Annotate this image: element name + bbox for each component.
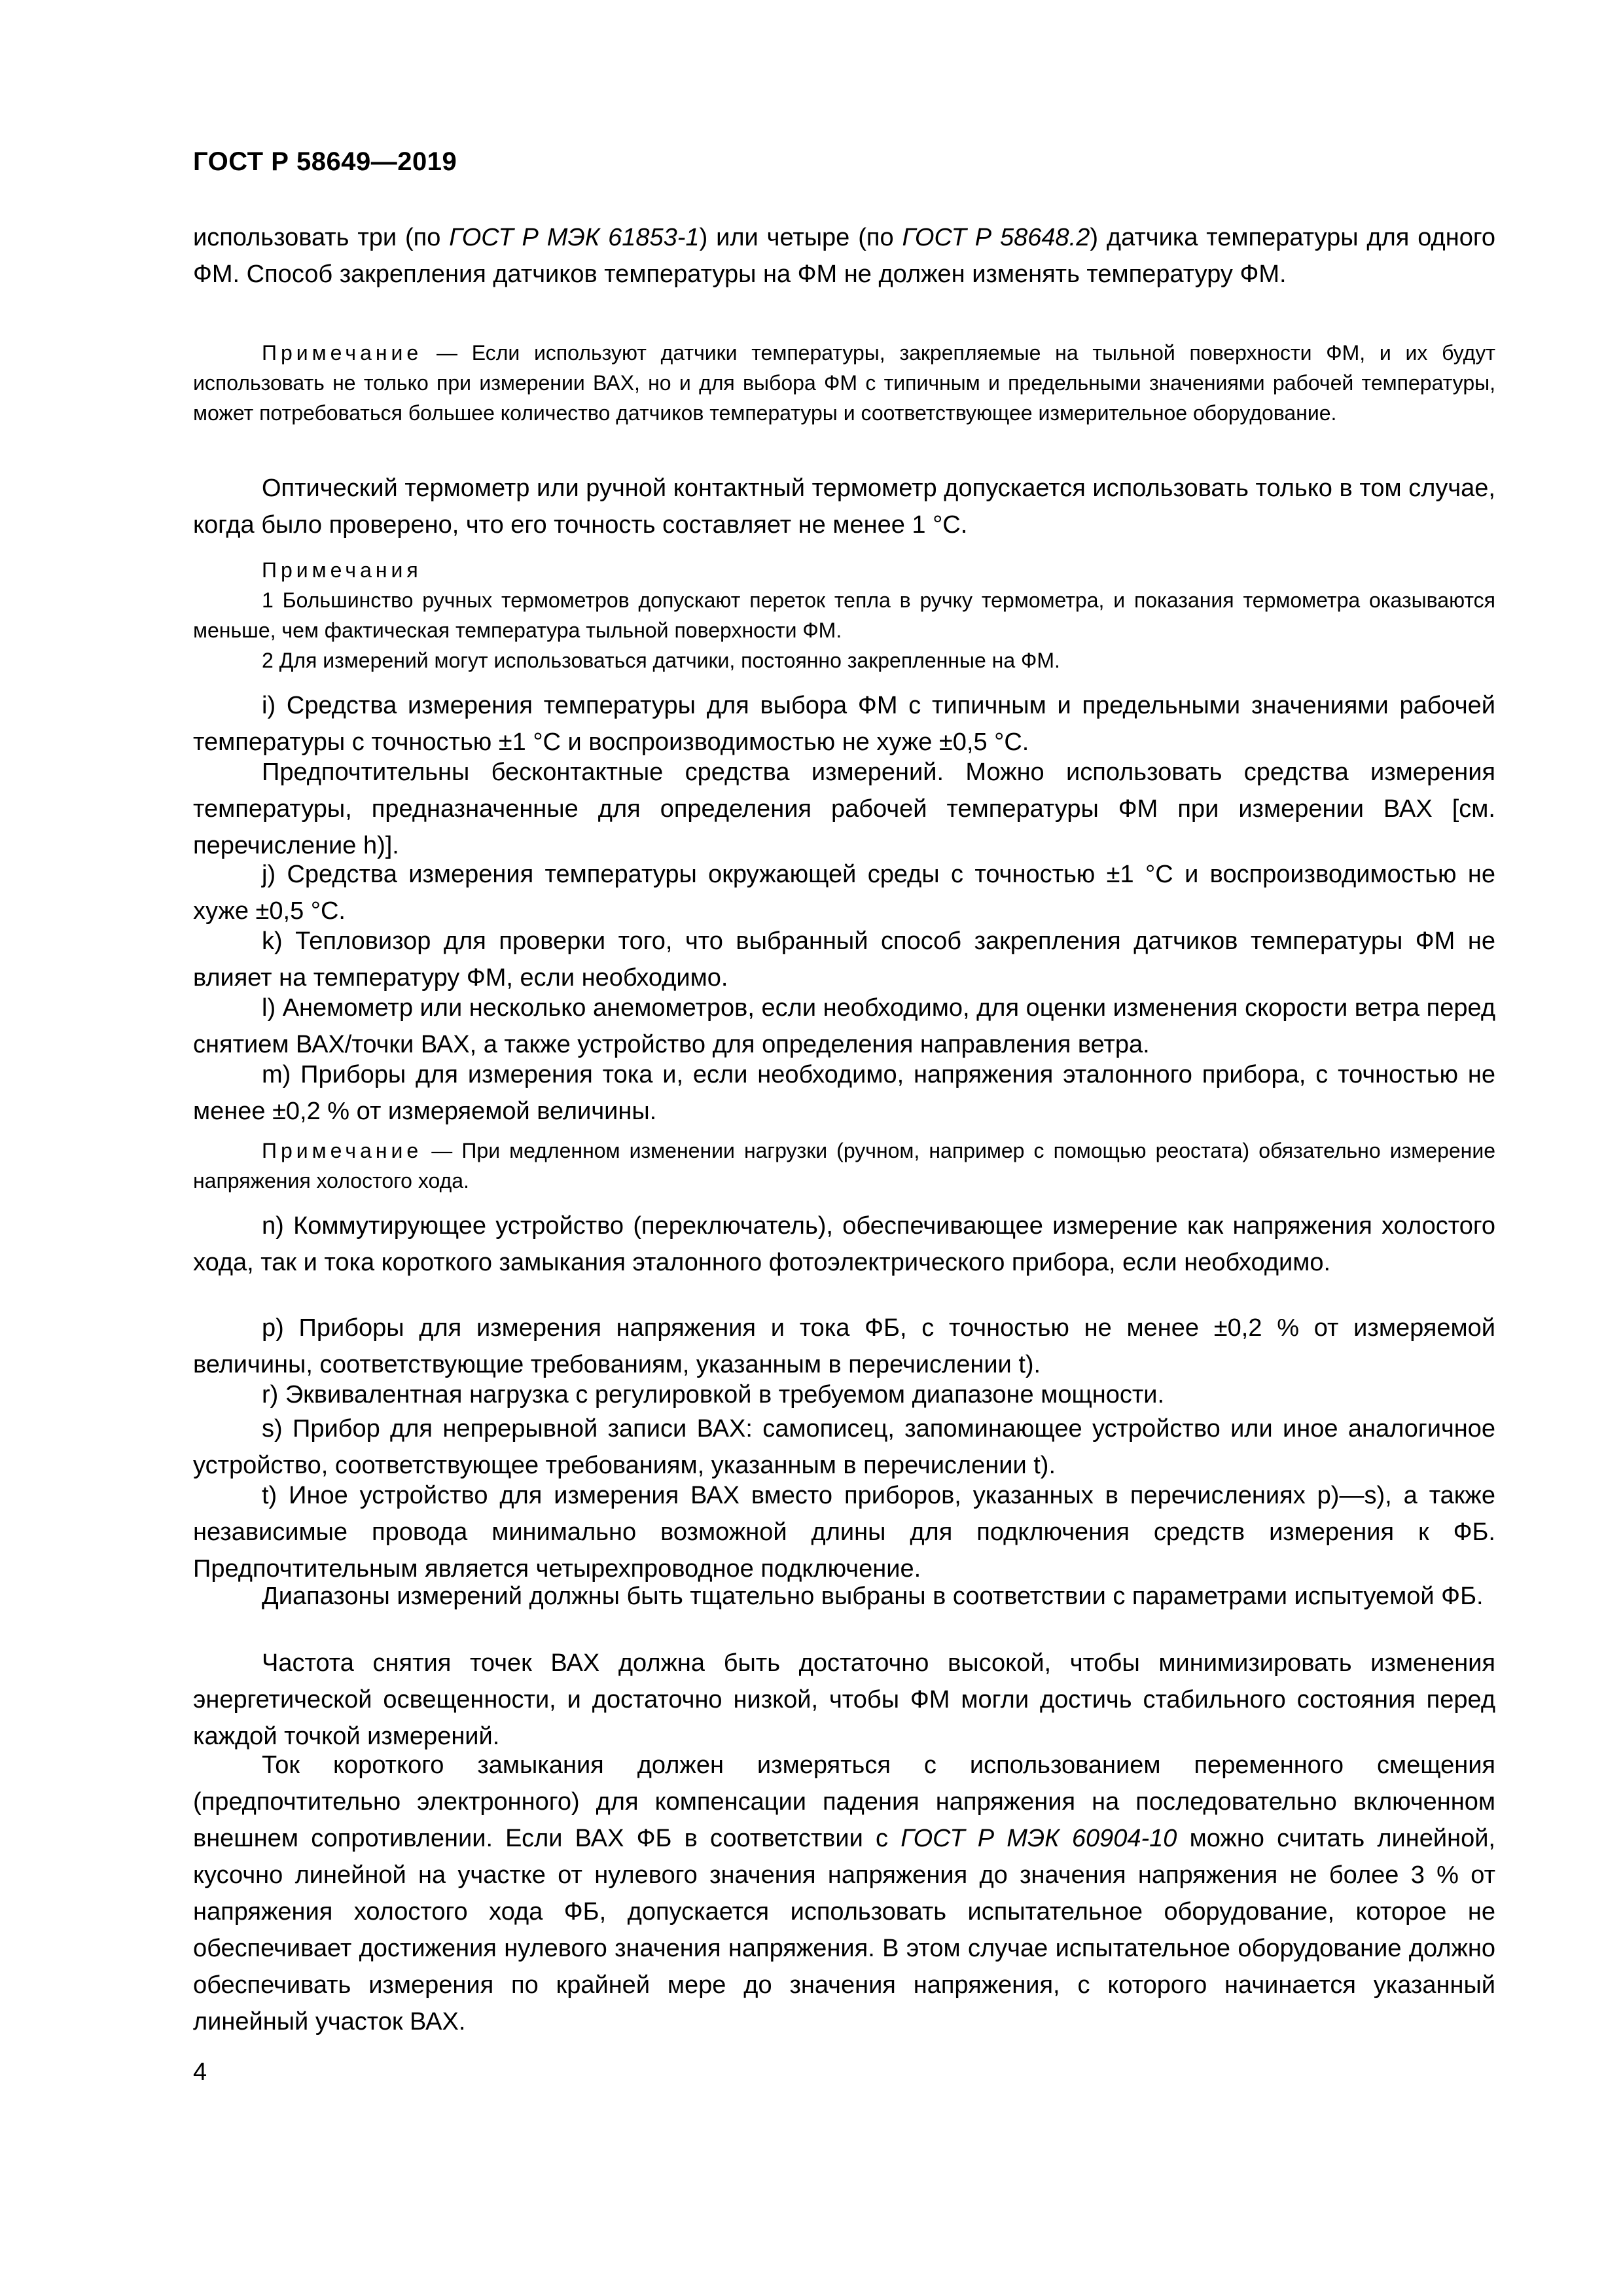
text-run: Оптический термометр или ручной контактный термометр допускается использовать только в том случае, когда было проверено, что его точность составляет не менее 1 °С. (193, 475, 1495, 539)
body-paragraph (193, 1056, 1495, 1130)
standard-reference: ГОСТ Р МЭК 60904-10 (901, 1825, 1177, 1852)
body-paragraph (193, 1477, 1495, 1587)
text-run: i) Средства измерения температуры для выбора ФМ с типичным и предельными значениями рабочей температуры с точностью ±1 °С и воспроизводимостью не хуже ±0,5 °С. (193, 692, 1495, 756)
body-paragraph (193, 470, 1495, 543)
text-run: m) Приборы для измерения тока и, если необходимо, напряжения эталонного прибора, с точностью не менее ±0,2 % от измеряемой величины. (193, 1061, 1495, 1125)
body-paragraph (193, 687, 1495, 761)
page-number: 4 (193, 2058, 207, 2086)
text-run: 1 Большинство ручных термометров допускают переток тепла в ручку термометра, и показания термометра оказываются меньше, чем фактическая температура тыльной поверхности ФМ. (193, 588, 1495, 642)
text-run: — Если используют датчики температуры, закрепляемые на тыльной поверхности ФМ, и их будут использовать не только при измерении ВАХ, но и для выбора ФМ с типичным и предельными значениями рабочей температуры, может потребоваться большее количество датчиков температуры и соответствующее измерительное оборудование. (193, 341, 1495, 425)
body-paragraph (193, 219, 1495, 293)
body-paragraph (193, 1410, 1495, 1484)
body-paragraph (193, 923, 1495, 996)
standard-reference: ГОСТ Р 58648.2 (902, 224, 1090, 251)
note-paragraph (193, 338, 1495, 428)
standard-reference: ГОСТ Р МЭК 61853-1 (449, 224, 700, 251)
text-run: использовать три (по (193, 224, 450, 251)
note-paragraph (193, 1136, 1495, 1196)
text-run: t) Иное устройство для измерения ВАХ вместо приборов, указанных в перечислениях p)—s), а также независимые провода минимально возможной длины для подключения средств измерения к ФБ. Предпочтительным является четырехпроводное подключение. (193, 1482, 1495, 1583)
text-run: r) Эквивалентная нагрузка с регулировкой в требуемом диапазоне мощности. (262, 1381, 1165, 1408)
text-run: можно считать линейной, кусочно линейной на участке от нулевого значения напряжения до значения напряжения не более 3 % от напряжения холостого хода ФБ, допускается использовать испытательное оборудование, которое не обеспечивает достижения нулевого значения напряжения. В этом случае испытательное оборудование должно обеспечивать измерения по крайней мере до значения напряжения, с которого начинается указанный линейный участок ВАХ. (193, 1825, 1495, 2036)
text-run: ) или четыре (по (699, 224, 902, 251)
text-run: Частота снятия точек ВАХ должна быть достаточно высокой, чтобы минимизировать изменения энергетической освещенности, и достаточно низкой, чтобы ФМ могли достичь стабильного состояния перед каждой точкой измерений. (193, 1649, 1495, 1750)
body-paragraph (193, 1645, 1495, 1755)
text-run: l) Анемометр или несколько анемометров, если необходимо, для оценки изменения скорости ветра перед снятием ВАХ/точки ВАХ, а также устройство для определения направления ветра. (193, 994, 1495, 1058)
note-label: Примечание (262, 1139, 423, 1162)
body-paragraph (193, 1376, 1495, 1413)
text-run: Предпочтительны бесконтактные средства измерений. Можно использовать средства измерения температуры, предназначенные для определения рабочей температуры ФМ при измерении ВАХ [см. перечисление h)]. (193, 759, 1495, 859)
body-paragraph (193, 1310, 1495, 1383)
note-paragraph (193, 555, 1495, 585)
note-paragraph (193, 645, 1495, 675)
body-paragraph (193, 754, 1495, 864)
note-label: Примечание (262, 341, 423, 365)
text-run: Ток короткого замыкания должен измеряться с использованием переменного смещения (предпочтительно электронного) для компенсации падения напряжения на последовательно включенном внешнем сопротивлении. Если ВАХ ФБ в соответствии с (193, 1751, 1495, 1852)
text-run: k) Тепловизор для проверки того, что выбранный способ закрепления датчиков температуры ФМ не влияет на температуру ФМ, если необходимо. (193, 927, 1495, 992)
text-run: Диапазоны измерений должны быть тщательно выбраны в соответствии с параметрами испытуемой ФБ. (262, 1583, 1484, 1610)
body-paragraph (193, 990, 1495, 1063)
document-header: ГОСТ Р 58649—2019 (193, 147, 457, 176)
body-paragraph (193, 1747, 1495, 2040)
note-paragraph (193, 585, 1495, 645)
text-run: n) Коммутирующее устройство (переключатель), обеспечивающее измерение как напряжения холостого хода, так и тока короткого замыкания эталонного фотоэлектрического прибора, если необходимо. (193, 1212, 1495, 1276)
note-label: Примечания (262, 558, 422, 582)
body-paragraph (193, 856, 1495, 929)
body-paragraph (193, 1578, 1495, 1615)
text-run: — При медленном изменении нагрузки (ручном, например с помощью реостата) обязательно измерение напряжения холостого хода. (193, 1139, 1495, 1193)
text-run: s) Прибор для непрерывной записи ВАХ: самописец, запоминающее устройство или иное аналогичное устройство, соответствующее требованиям, указанным в перечислении t). (193, 1415, 1495, 1479)
text-run: p) Приборы для измерения напряжения и тока ФБ, с точностью не менее ±0,2 % от измеряемой величины, соответствующие требованиям, указанным в перечислении t). (193, 1314, 1495, 1378)
text-run: 2 Для измерений могут использоваться датчики, постоянно закрепленные на ФМ. (262, 649, 1060, 672)
body-paragraph (193, 1208, 1495, 1281)
text-run: j) Средства измерения температуры окружающей среды с точностью ±1 °С и воспроизводимостью не хуже ±0,5 °С. (193, 861, 1495, 925)
text-run: ) датчика температуры для одного ФМ. Способ закрепления датчиков температуры на ФМ не должен изменять температуру ФМ. (193, 224, 1496, 288)
